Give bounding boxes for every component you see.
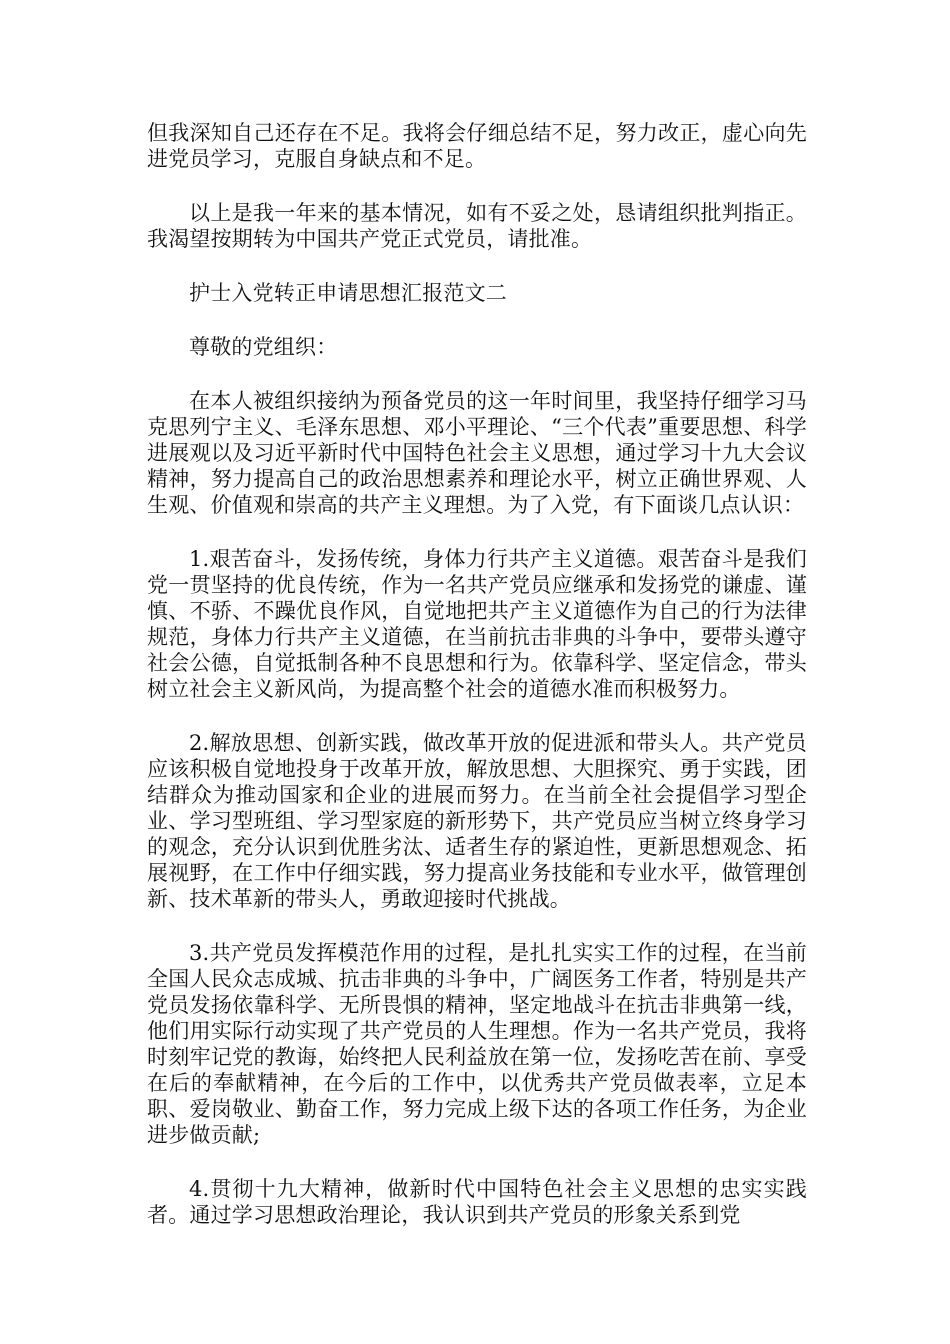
paragraph-continuation: 但我深知自己还存在不足。我将会仔细总结不足，努力改正，虚心向先进党员学习，克服自身缺点和不足。	[147, 121, 807, 171]
paragraph-point-1: 1.艰苦奋斗，发扬传统，身体力行共产主义道德。艰苦奋斗是我们党一贯坚持的优良传统，作为一名共产党员应继承和发扬党的谦虚、谨慎、不骄、不躁优良作风，自觉地把共产主义道德作为自己的行为法律规范，身体力行共产主义道德，在当前抗击非典的斗争中，要带头遵守社会公德，自觉抵制各种不良思想和行为。依靠科学、坚定信念，带头树立社会主义新风尚，为提高整个社会的道德水准而积极努力。	[147, 547, 807, 701]
paragraph-intro: 在本人被组织接纳为预备党员的这一年时间里，我坚持仔细学习马克思列宁主义、毛泽东思想、邓小平理论、“三个代表”重要思想、科学进展观以及习近平新时代中国特色社会主义思想，通过学习十九大会议精神，努力提高自己的政治思想素养和理论水平，树立正确世界观、人生观、价值观和崇高的共产主义理想。为了入党，有下面谈几点认识：	[147, 389, 807, 517]
paragraph-point-2: 2.解放思想、创新实践，做改革开放的促进派和带头人。共产党员应该积极自觉地投身于改革开放，解放思想、大胆探究、勇于实践，团结群众为推动国家和企业的进展而努力。在当前全社会提倡学习型企业、学习型班组、学习型家庭的新形势下，共产党员应当树立终身学习的观念，充分认识到优胜劣汰、适者生存的紧迫性，更新思想观念、拓展视野，在工作中仔细实践，努力提高业务技能和专业水平，做管理创新、技术革新的带头人，勇敢迎接时代挑战。	[147, 731, 807, 911]
paragraph-point-4: 4.贯彻十九大精神，做新时代中国特色社会主义思想的忠实实践者。通过学习思想政治理论，我认识到共产党员的形象关系到党	[147, 1177, 807, 1227]
paragraph-point-3: 3.共产党员发挥模范作用的过程，是扎扎实实工作的过程，在当前全国人民众志成城、抗击非典的斗争中，广阔医务工作者，特别是共产党员发扬依靠科学、无所畏惧的精神，坚定地战斗在抗击非典第一线，他们用实际行动实现了共产党员的人生理想。作为一名共产党员，我将时刻牢记党的教诲，始终把人民利益放在第一位，发扬吃苦在前、享受在后的奉献精神，在今后的工作中，以优秀共产党员做表率，立足本职、爱岗敬业、勤奋工作，努力完成上级下达的各项工作任务，为企业进步做贡献;	[147, 941, 807, 1147]
paragraph-closing: 以上是我一年来的基本情况，如有不妥之处，恳请组织批判指正。我渴望按期转为中国共产党正式党员，请批准。	[147, 201, 807, 251]
salutation: 尊敬的党组织：	[189, 335, 338, 359]
document-body	[147, 120, 807, 1256]
section-title: 护士入党转正申请思想汇报范文二	[189, 281, 507, 305]
